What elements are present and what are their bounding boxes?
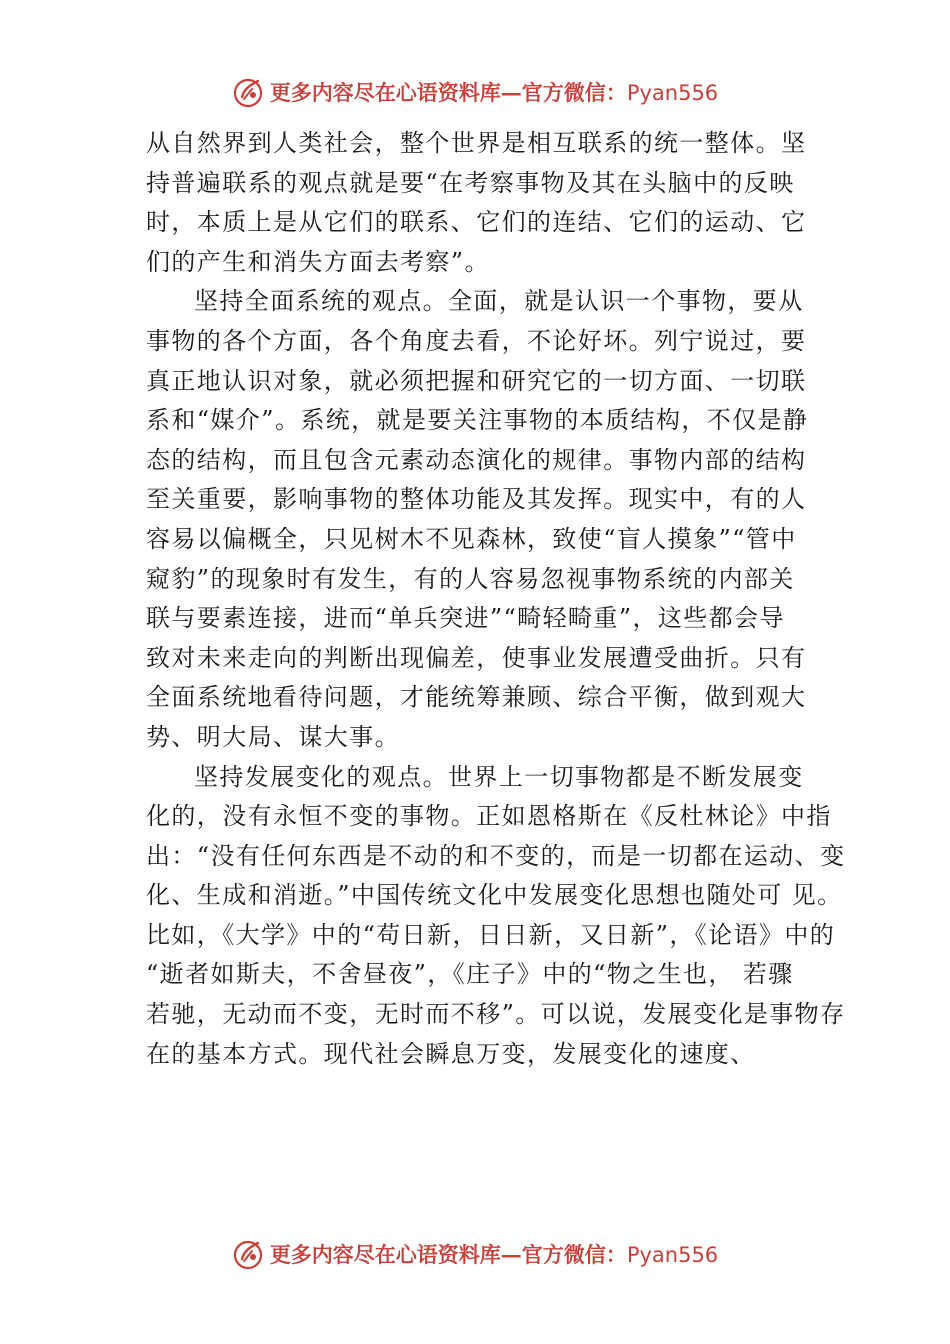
header-wechat-handle: Pyan556 [626,81,719,105]
text-line: 若驰，无动而不变，无时而不移”。可以说，发展变化是事物存 [146,1000,846,1029]
brand-logo-icon [232,75,266,109]
text-line: “逝者如斯夫，不舍昼夜”，《庄子》中的“物之生也， 若骤 [146,960,794,989]
text-line: 至关重要，影响事物的整体功能及其发挥。现实中，有的人 [146,485,807,514]
text-line: 坚持发展变化的观点。世界上一切事物都是不断发展变 [194,762,804,791]
text-line: 容易以偏概全，只见树木不见森林，致使“盲人摸象”“管中 [146,524,797,553]
footer-wechat-handle: Pyan556 [626,1243,719,1267]
brand-logo-icon [232,1237,266,1271]
text-line: 时，本质上是从它们的联系、它们的连结、它们的运动、它 [146,208,807,237]
text-line: 化的，没有永恒不变的事物。正如恩格斯在《反杜林论》中指 [146,802,832,831]
text-line: 持普遍联系的观点就是要“在考察事物及其在头脑中的反映 [146,168,795,197]
text-line: 化、生成和消逝。”中国传统文化中发展变化思想也随处可 见。 [146,881,843,910]
text-line: 致对未来走向的判断出现偏差，使事业发展遭受曲折。只有 [146,643,807,672]
header-banner-text: 更多内容尽在心语资料库—官方微信：Pyan556 [269,80,719,105]
text-line: 出：“没有任何东西是不动的和不变的，而是一切都在运动、变 [146,841,846,870]
text-line: 比如，《大学》中的“苟日新，日日新，又日新”，《论语》中的 [146,920,836,949]
text-line: 在的基本方式。现代社会瞬息万变，发展变化的速度、 [146,1039,756,1068]
footer-banner-text: 更多内容尽在心语资料库—官方微信：Pyan556 [269,1242,719,1267]
text-line: 系和“媒介”。系统，就是要关注事物的本质结构，不仅是静 [146,406,809,435]
text-line: 联与要素连接，进而“单兵突进”“畸轻畸重”，这些都会导 [146,604,785,633]
text-line: 真正地认识对象，就必须把握和研究它的一切方面、一切联 [146,366,807,395]
text-line: 坚持全面系统的观点。全面，就是认识一个事物，要从 [194,287,804,316]
text-line: 全面系统地看待问题，才能统筹兼顾、综合平衡，做到观大 [146,683,807,712]
text-line: 从自然界到人类社会，整个世界是相互联系的统一整体。坚 [146,129,807,157]
document-body [146,124,846,1074]
text-line: 窥豹”的现象时有发生，有的人容易忽视事物系统的内部关 [146,564,795,593]
footer-banner [0,1232,950,1276]
text-line: 们的产生和消失方面去考察”。 [146,247,490,276]
header-banner [0,70,950,114]
text-line: 态的结构，而且包含元素动态演化的规律。事物内部的结构 [146,445,807,474]
text-line: 事物的各个方面，各个角度去看，不论好坏。列宁说过，要 [146,326,807,355]
text-line: 势、明大局、谋大事。 [146,722,400,751]
